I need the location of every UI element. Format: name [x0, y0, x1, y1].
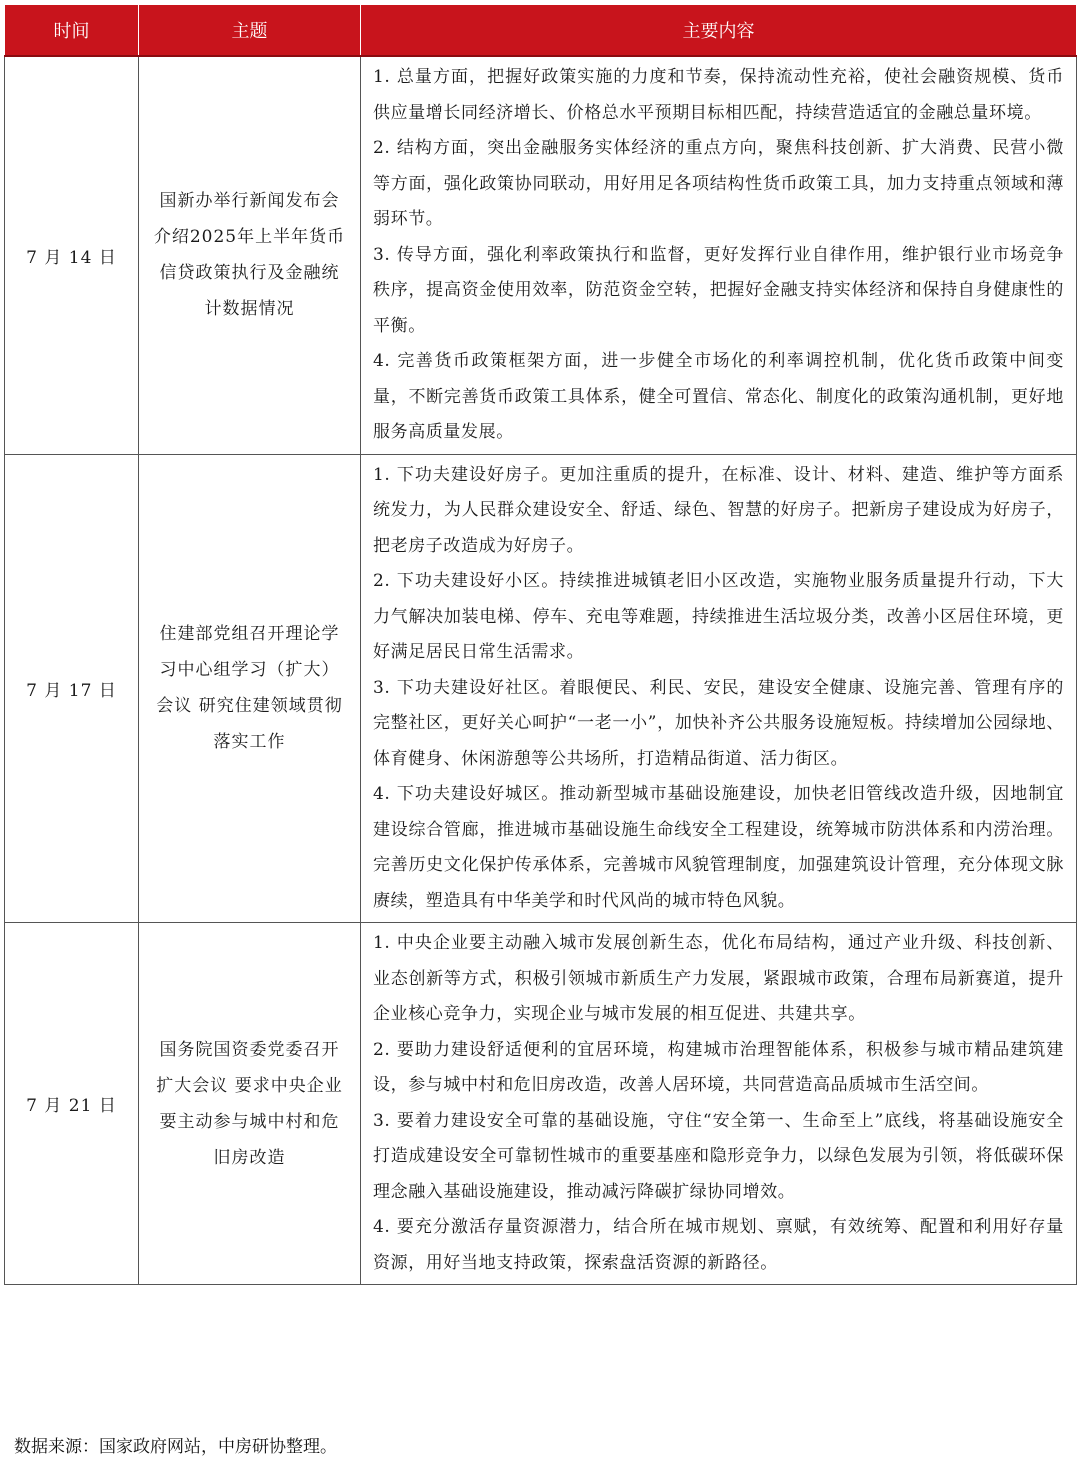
content-point: 4. 完善货币政策框架方面，进一步健全市场化的利率调控机制，优化货币政策中间变量，不断完善货币政策工具体系，健全可置信、常态化、制度化的政策沟通机制，更好地服务高质量发展。	[373, 351, 1064, 442]
row-date: 7 月 14 日	[5, 56, 139, 454]
content-point: 2. 下功夫建设好小区。持续推进城镇老旧小区改造，实施物业服务质量提升行动，下大力气解决加装电梯、停车、充电等难题，持续推进生活垃圾分类，改善小区居住环境，更好满足居民日常生活需求。	[373, 571, 1064, 662]
content-point: 4. 要充分激活存量资源潜力，结合所在城市规划、禀赋，有效统筹、配置和利用好存量资源，用好当地支持政策，探索盘活资源的新路径。	[373, 1217, 1064, 1273]
header-time: 时间	[5, 5, 139, 57]
row-content	[361, 56, 1077, 454]
row-topic: 国务院国资委党委召开扩大会议 要求中央企业要主动参与城中村和危旧房改造	[139, 923, 361, 1285]
row-content	[361, 454, 1077, 923]
content-point: 2. 要助力建设舒适便利的宜居环境，构建城市治理智能体系，积极参与城市精品建筑建设，参与城中村和危旧房改造，改善人居环境，共同营造高品质城市生活空间。	[373, 1039, 1064, 1095]
row-topic: 国新办举行新闻发布会 介绍2025年上半年货币信贷政策执行及金融统计数据情况	[139, 56, 361, 454]
row-date: 7 月 17 日	[5, 454, 139, 923]
table-row	[5, 923, 1077, 1285]
content-point: 1. 中央企业要主动融入城市发展创新生态，优化布局结构，通过产业升级、科技创新、业态创新等方式，积极引领城市新质生产力发展，紧跟城市政策，合理布局新赛道，提升企业核心竞争力，实现企业与城市发展的相互促进、共建共享。	[373, 933, 1064, 1024]
content-point: 3. 下功夫建设好社区。着眼便民、利民、安民，建设安全健康、设施完善、管理有序的完整社区，更好关心呵护“一老一小”，加快补齐公共服务设施短板。持续增加公园绿地、体育健身、休闲游憩等公共场所，打造精品街道、活力街区。	[373, 677, 1064, 769]
content-point: 2. 结构方面，突出金融服务实体经济的重点方向，聚焦科技创新、扩大消费、民营小微等方面，强化政策协同联动，用好用足各项结构性货币政策工具，加力支持重点领域和薄弱环节。	[373, 138, 1064, 229]
content-point: 4. 下功夫建设好城区。推动新型城市基础设施建设，加快老旧管线改造升级，因地制宜建设综合管廊，推进城市基础设施生命线安全工程建设，统筹城市防洪体系和内涝治理。完善历史文化保护传承体系，完善城市风貌管理制度，加强建筑设计管理，充分体现文脉赓续，塑造具有中华美学和时代风尚的城市特色风貌。	[373, 784, 1064, 911]
table-row	[5, 454, 1077, 923]
row-content	[361, 923, 1077, 1285]
row-date: 7 月 21 日	[5, 923, 139, 1285]
policy-table	[4, 4, 1077, 1285]
content-point: 3. 传导方面，强化利率政策执行和监督，更好发挥行业自律作用，维护银行业市场竞争秩序，提高资金使用效率，防范资金空转，把握好金融支持实体经济和保持自身健康性的平衡。	[373, 244, 1064, 336]
header-topic: 主题	[139, 5, 361, 57]
table-row	[5, 56, 1077, 454]
table-header-row	[5, 5, 1077, 57]
content-point: 1. 下功夫建设好房子。更加注重质的提升，在标准、设计、材料、建造、维护等方面系统发力，为人民群众建设安全、舒适、绿色、智慧的好房子。把新房子建设成为好房子，把老房子改造成为好房子。	[373, 464, 1064, 556]
row-topic: 住建部党组召开理论学习中心组学习（扩大）会议 研究住建领域贯彻落实工作	[139, 454, 361, 923]
data-source-note: 数据来源：国家政府网站，中房研协整理。	[14, 1437, 337, 1457]
content-point: 1. 总量方面，把握好政策实施的力度和节奏，保持流动性充裕，使社会融资规模、货币供应量增长同经济增长、价格总水平预期目标相匹配，持续营造适宜的金融总量环境。	[373, 67, 1064, 123]
content-point: 3. 要着力建设安全可靠的基础设施，守住“安全第一、生命至上”底线，将基础设施安全打造成建设安全可靠韧性城市的重要基座和隐形竞争力，以绿色发展为引领，将低碳环保理念融入基础设施建设，推动减污降碳扩绿协同增效。	[373, 1110, 1064, 1202]
header-content: 主要内容	[361, 5, 1077, 57]
